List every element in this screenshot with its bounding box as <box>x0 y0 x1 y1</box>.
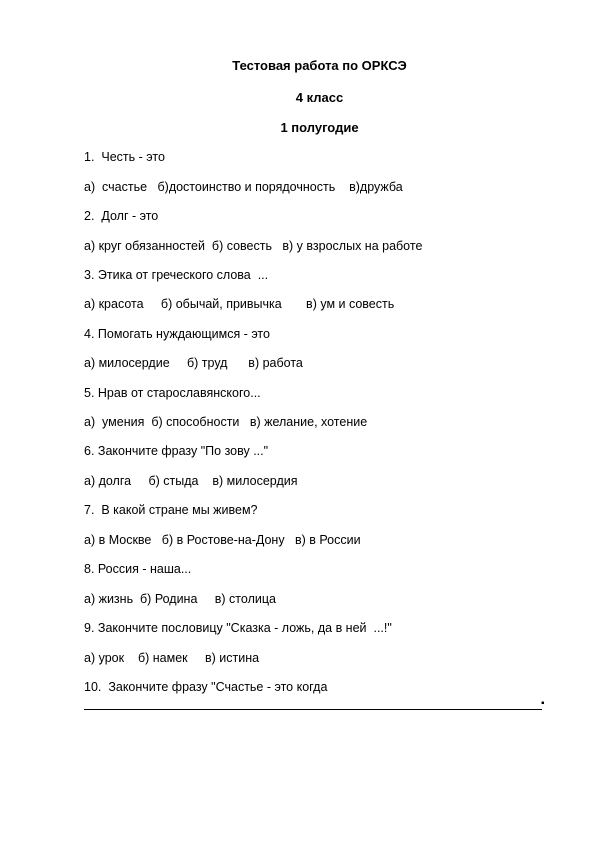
answers-2: а) круг обязанностей б) совесть в) у взрослых на работе <box>84 239 423 253</box>
answers-9: а) урок б) намек в) истина <box>84 651 260 665</box>
answers-7: а) в Москве б) в Ростове-на-Дону в) в России <box>84 533 361 547</box>
question-2: 2. Долг - это <box>84 209 159 223</box>
question-7: 7. В какой стране мы живем? <box>84 503 258 517</box>
question-6: 6. Закончите фразу "По зову ..." <box>84 444 269 458</box>
grade-heading: 4 класс <box>295 90 344 105</box>
answers-8: а) жизнь б) Родина в) столица <box>84 592 276 606</box>
question-9: 9. Закончите пословицу "Сказка - ложь, да в ней ...!" <box>84 621 392 635</box>
answers-6: а) долга б) стыда в) милосердия <box>84 474 298 488</box>
term-heading: 1 полугодие <box>280 120 359 135</box>
question-1: 1. Честь - это <box>84 150 165 164</box>
answers-4: а) милосердие б) труд в) работа <box>84 356 303 370</box>
answers-1: а) счастье б)достоинство и порядочность в)дружба <box>84 180 403 194</box>
question-5: 5. Нрав от старославянского... <box>84 386 261 400</box>
answers-5: а) умения б) способности в) желание, хотение <box>84 415 368 429</box>
question-3: 3. Этика от греческого слова ... <box>84 268 269 282</box>
end-mark: ▪ <box>541 698 545 709</box>
question-4: 4. Помогать нуждающимся - это <box>84 327 270 341</box>
document-title: Тестовая работа по ОРКСЭ <box>232 58 407 73</box>
answers-3: а) красота б) обычай, привычка в) ум и совесть <box>84 297 395 311</box>
question-10: 10. Закончите фразу "Счастье - это когда <box>84 680 328 694</box>
question-8: 8. Россия - наша... <box>84 562 192 576</box>
answer-line <box>84 709 542 710</box>
